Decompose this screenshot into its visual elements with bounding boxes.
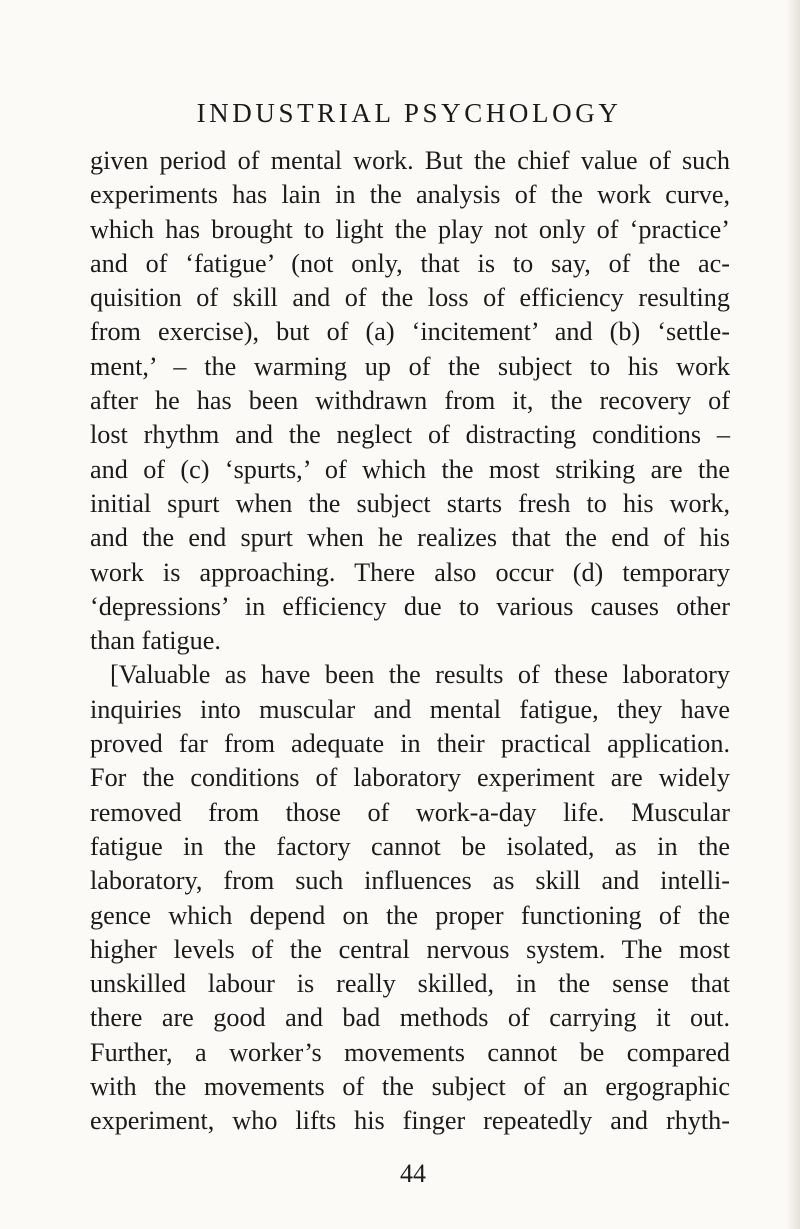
- text-line: with the movements of the subject of an ergographic: [90, 1072, 730, 1102]
- text-line: than fatigue.: [90, 626, 221, 656]
- page-edge-shadow: [786, 0, 800, 1229]
- text-line: fatigue in the factory cannot be isolated, as in the: [90, 831, 730, 861]
- text-line: work is approaching. There also occur (d) temporary: [90, 557, 730, 587]
- text-line: experiment, who lifts his finger repeatedly and rhyth-: [90, 1106, 730, 1136]
- text-line: from exercise), but of (a) ‘incitement’ and (b) ‘settle-: [90, 317, 730, 347]
- text-line: inquiries into muscular and mental fatigue, they have: [90, 694, 730, 724]
- text-line: experiments has lain in the analysis of the work curve,: [90, 180, 730, 210]
- text-line: and of (c) ‘spurts,’ of which the most striking are the: [90, 454, 730, 484]
- text-line: which has brought to light the play not only of ‘practice’: [90, 214, 730, 244]
- page-number: 44: [400, 1159, 426, 1188]
- text-line: and of ‘fatigue’ (not only, that is to say, of the ac-: [90, 248, 730, 278]
- text-line: proved far from adequate in their practical application.: [90, 729, 730, 759]
- text-line: unskilled labour is really skilled, in the sense that: [90, 969, 730, 999]
- text-line: ‘depressions’ in efficiency due to various causes other: [90, 591, 730, 621]
- text-line: and the end spurt when he realizes that the end of his: [90, 523, 730, 553]
- text-line: gence which depend on the proper functioning of the: [90, 900, 730, 930]
- text-line: there are good and bad methods of carrying it out.: [90, 1003, 730, 1033]
- text-line: quisition of skill and of the loss of efficiency resulting: [90, 283, 730, 313]
- text-line: given period of mental work. But the chief value of such: [90, 146, 730, 175]
- text-line: [Valuable as have been the results of these laboratory: [110, 660, 730, 690]
- text-line: lost rhythm and the neglect of distracting conditions –: [90, 420, 730, 450]
- text-line: higher levels of the central nervous system. The most: [90, 934, 730, 964]
- text-line: after he has been withdrawn from it, the recovery of: [90, 386, 730, 416]
- paragraph-2: [90, 658, 730, 1138]
- text-line: Further, a worker’s movements cannot be compared: [90, 1037, 730, 1067]
- running-head: INDUSTRIAL PSYCHOLOGY: [196, 98, 622, 128]
- text-line: removed from those of work-a-day life. Muscular: [90, 797, 730, 827]
- text-line: initial spurt when the subject starts fresh to his work,: [90, 488, 730, 518]
- text-line: For the conditions of laboratory experiment are widely: [90, 763, 730, 793]
- text-line: laboratory, from such influences as skill and intelli-: [90, 866, 730, 896]
- body-text: [90, 144, 730, 1139]
- paragraph-1: [90, 144, 730, 658]
- text-line: ment,’ – the warming up of the subject to his work: [90, 351, 730, 381]
